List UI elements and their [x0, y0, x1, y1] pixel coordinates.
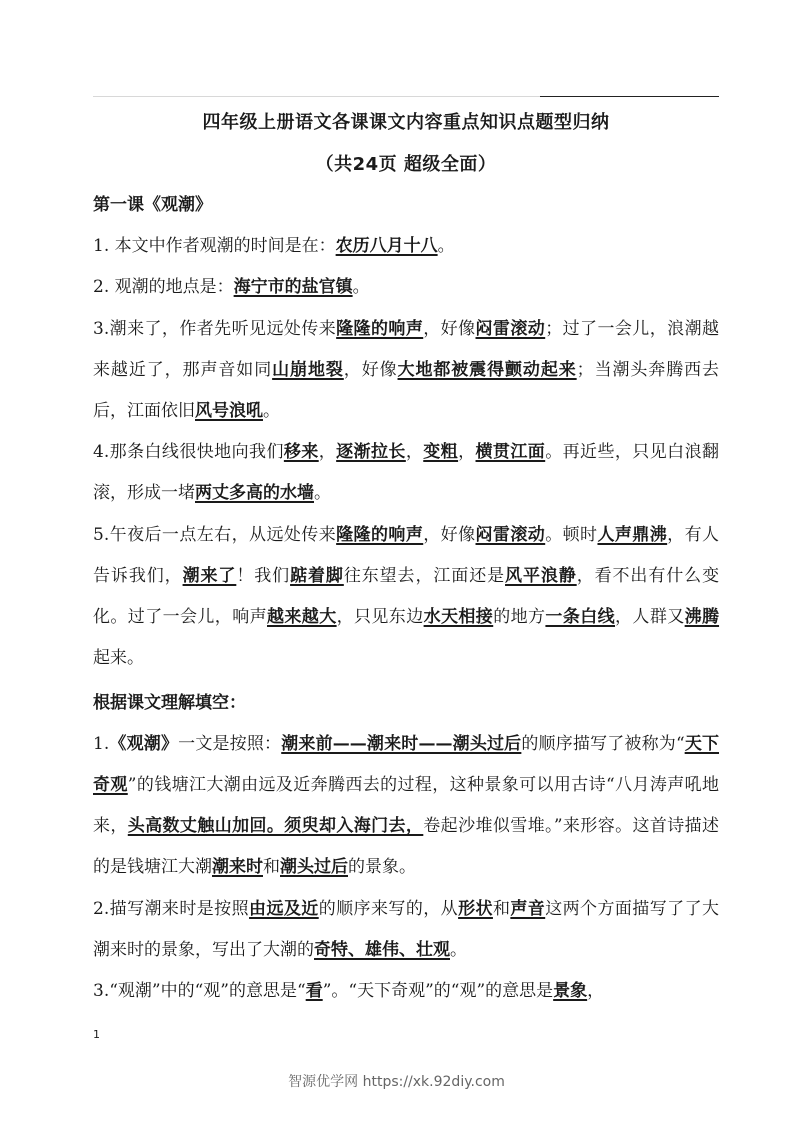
paragraph-4 [93, 432, 719, 514]
key-answer: 隆隆的响声 [336, 319, 424, 339]
key-answer: 由远及近 [249, 899, 319, 919]
paragraph-3 [93, 309, 719, 432]
text-run: 4.那条白线很快地向我们 [93, 442, 284, 462]
section-heading: 根据课文理解填空： [93, 693, 246, 713]
text-run: 的顺序来写的，从 [318, 899, 459, 919]
header-rule-accent [540, 96, 719, 97]
text-run: 2.描写潮来时是按照 [93, 899, 250, 919]
text-run: 的地方 [493, 607, 546, 627]
text-run: 。 [314, 483, 331, 503]
text-run: ；当潮头奔腾西去后，江面依旧 [93, 360, 720, 421]
key-answer: 大地都被震得颤动起来 [397, 360, 577, 380]
text-run: 起来。 [93, 648, 144, 668]
text-run: 一文是按照： [178, 734, 282, 754]
paragraph-2 [93, 267, 719, 308]
key-answer: 水天相接 [423, 607, 494, 627]
text-run: 往东望去，江面还是 [343, 566, 506, 586]
key-answer: 潮来时 [212, 857, 263, 877]
text-run: ，好像 [343, 360, 398, 380]
question-2 [93, 889, 719, 971]
key-answer: 头高数丈触山加回。须臾却入海门去， [127, 816, 424, 836]
key-answer: 越来越大 [267, 607, 337, 627]
text-run: 这两个方面描写了了大潮来时的景象，写出了大潮的 [93, 899, 719, 960]
key-answer: 天下奇观 [93, 734, 720, 795]
key-answer: 声音 [510, 899, 546, 919]
lesson-heading: 第一课《观潮》 [93, 195, 212, 215]
text-run: ；过了一会儿，浪潮越来越近了，那声音如同 [93, 319, 719, 380]
text-run: ，只见东边 [336, 607, 424, 627]
key-answer: 风号浪吼 [195, 401, 263, 421]
key-answer: 海宁市的盐官镇 [233, 277, 353, 297]
text-run: 和 [263, 857, 280, 877]
text-run: ！我们 [236, 566, 291, 586]
key-answer: 闷雷滚动 [475, 525, 546, 545]
text-run: 。 [352, 277, 370, 297]
text-run: 。 [450, 940, 467, 960]
key-answer: 变粗 [423, 442, 459, 462]
key-answer: 奇特、雄伟、壮观 [314, 940, 450, 960]
text-run: 3.潮来了，作者先听见远处传来 [93, 319, 337, 339]
question-3 [93, 971, 719, 1012]
text-run: ，有人告诉我们， [93, 525, 719, 586]
footer-watermark: 智源优学网 https://xk.92diy.com [288, 1074, 505, 1090]
key-answer: 闷雷滚动 [475, 319, 546, 339]
text-run: ，看不出有什么变化。过了一会儿，响声 [93, 566, 720, 627]
text-run: ”。“天下奇观”的“观”的意思是 [322, 981, 554, 1001]
text-run: 2. 观潮的地点是： [93, 277, 234, 297]
text-run: 。 [437, 236, 455, 256]
key-answer: 风平浪静 [505, 566, 577, 586]
key-answer: 潮来了 [182, 566, 237, 586]
text-run: ， [458, 442, 476, 462]
text-run: 和 [492, 899, 511, 919]
text-run: ，好像 [423, 525, 476, 545]
key-answer: 一条白线 [545, 607, 616, 627]
question-1 [93, 724, 719, 888]
text-run: 5.午夜后一点左右，从远处传来 [93, 525, 337, 545]
text-run: 卷起沙堆似雪堆。”来形容。这首诗描述的是钱塘江大潮 [93, 816, 720, 877]
page-number: 1 [93, 1028, 100, 1041]
text-run: 。 [263, 401, 280, 421]
text-run: 《观潮》 [109, 734, 179, 754]
key-answer: 两丈多高的水墙 [195, 483, 314, 503]
text-run: 的景象。 [348, 857, 416, 877]
document-subtitle: （共24页 超级全面） [315, 154, 497, 175]
key-answer: 人声鼎沸 [597, 525, 668, 545]
paragraph-5 [93, 515, 719, 679]
key-answer: 潮来前——潮来时——潮头过后 [281, 734, 522, 754]
text-run: 3.“观潮”中的“观”的意思是“ [93, 981, 306, 1001]
paragraph-1 [93, 226, 719, 267]
key-answer: 形状 [458, 899, 493, 919]
document-title: 四年级上册语文各课课文内容重点知识点题型归纳 [202, 112, 610, 133]
text-run: ，好像 [423, 319, 476, 339]
key-answer: 沸腾 [684, 607, 720, 627]
key-answer: 隆隆的响声 [336, 525, 424, 545]
text-run: ， [318, 442, 337, 462]
text-run: 1. 本文中作者观潮的时间是在： [93, 236, 336, 256]
key-answer: 移来 [283, 442, 319, 462]
key-answer: 看 [305, 981, 323, 1001]
text-run: 。顿时 [545, 525, 598, 545]
key-answer: 踮着脚 [290, 566, 344, 586]
text-run: 的顺序描写了被称为“ [521, 734, 685, 754]
key-answer: 农历八月十八 [335, 236, 438, 256]
text-run: ，人群又 [615, 607, 685, 627]
text-run: ， [405, 442, 424, 462]
key-answer: 山崩地裂 [272, 360, 344, 380]
text-run: 1. [93, 734, 110, 754]
text-run: ”的钱塘江大潮由远及近奔腾西去的过程，这种景象可以用古诗“八月涛声吼地来， [93, 775, 719, 836]
key-answer: 横贯江面 [475, 442, 546, 462]
key-answer: 潮头过后 [280, 857, 348, 877]
key-answer: 逐渐拉长 [336, 442, 406, 462]
key-answer: 景象 [553, 981, 588, 1001]
text-run: 。再近些，只见白浪翻滚，形成一堵 [93, 442, 719, 503]
text-run: ， [587, 981, 605, 1001]
